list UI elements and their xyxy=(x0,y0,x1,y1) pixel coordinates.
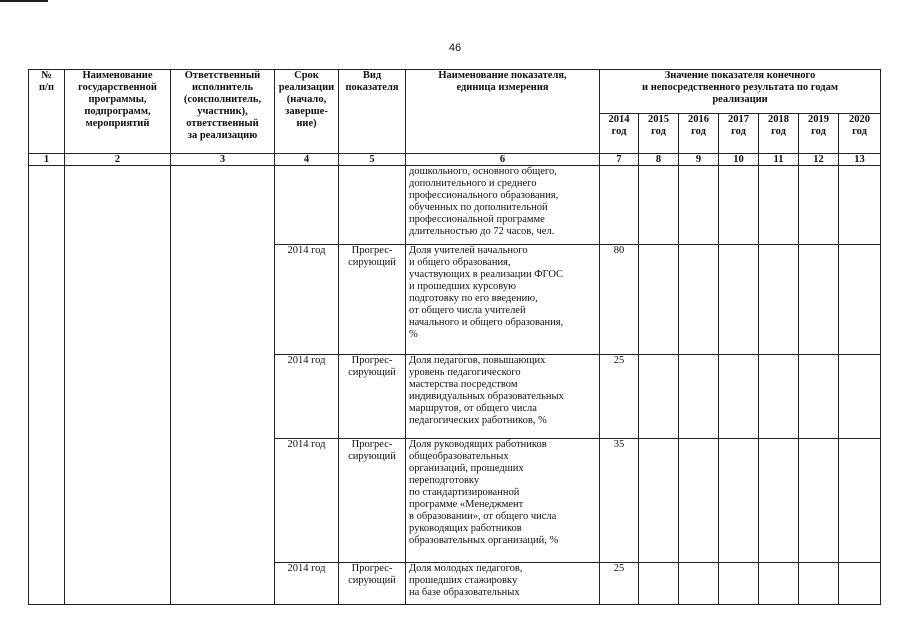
header-values-group: Значение показателя конечного и непосредственного результата по годам реализации xyxy=(600,70,881,114)
cell-responsible-merged xyxy=(171,166,275,605)
cell-value xyxy=(639,166,679,245)
cell-value: 80 xyxy=(600,245,639,355)
cell-value xyxy=(799,563,839,605)
cell-value xyxy=(679,166,719,245)
header-number: № п/п xyxy=(29,70,65,154)
header-year: 2017 год xyxy=(719,114,759,154)
cell-indicator-name: Доля учителей начального и общего образования, участвующих в реализации ФГОС и прошедших курсовую подготовку по его введению, от общего числа учителей начального и общего образования, % xyxy=(406,245,600,355)
cell-period xyxy=(275,166,339,245)
header-year: 2015 год xyxy=(639,114,679,154)
cell-value xyxy=(799,355,839,439)
cell-value: 35 xyxy=(600,439,639,563)
cell-value xyxy=(799,166,839,245)
cell-indicator-type: Прогрес- сирующий xyxy=(339,439,406,563)
column-number: 12 xyxy=(799,154,839,166)
cell-value xyxy=(679,563,719,605)
cell-value xyxy=(639,563,679,605)
cell-value xyxy=(799,439,839,563)
column-number: 1 xyxy=(29,154,65,166)
column-number: 3 xyxy=(171,154,275,166)
column-number: 13 xyxy=(839,154,881,166)
cell-value xyxy=(719,166,759,245)
cell-program-merged xyxy=(65,166,171,605)
cell-value xyxy=(839,245,881,355)
cell-indicator-name: дошкольного, основного общего, дополнительного и среднего профессионального образования, обученных по дополнительной профессиональной программе длительностью до 72 часов, чел. xyxy=(406,166,600,245)
column-number: 9 xyxy=(679,154,719,166)
header-period: Срок реализации (начало, заверше- ние) xyxy=(275,70,339,154)
cell-value xyxy=(839,166,881,245)
column-number: 11 xyxy=(759,154,799,166)
header-year: 2016 год xyxy=(679,114,719,154)
scan-edge-mark xyxy=(0,0,48,2)
cell-value xyxy=(639,439,679,563)
cell-value xyxy=(799,245,839,355)
cell-value xyxy=(639,245,679,355)
cell-indicator-type xyxy=(339,166,406,245)
cell-period: 2014 год xyxy=(275,439,339,563)
column-number: 6 xyxy=(406,154,600,166)
cell-value xyxy=(759,563,799,605)
cell-indicator-type: Прогрес- сирующий xyxy=(339,355,406,439)
cell-value xyxy=(759,166,799,245)
column-number: 8 xyxy=(639,154,679,166)
header-indicator-type: Вид показателя xyxy=(339,70,406,154)
column-number: 7 xyxy=(600,154,639,166)
table-header xyxy=(29,70,881,166)
page-number: 46 xyxy=(448,42,462,54)
cell-value: 25 xyxy=(600,355,639,439)
cell-indicator-type: Прогрес- сирующий xyxy=(339,563,406,605)
header-year: 2020 год xyxy=(839,114,881,154)
cell-value xyxy=(839,563,881,605)
cell-value xyxy=(719,563,759,605)
cell-period: 2014 год xyxy=(275,355,339,439)
cell-value xyxy=(839,355,881,439)
cell-period: 2014 год xyxy=(275,563,339,605)
header-indicator-name: Наименование показателя, единица измерения xyxy=(406,70,600,154)
cell-value xyxy=(759,355,799,439)
cell-value xyxy=(839,439,881,563)
cell-value xyxy=(719,245,759,355)
cell-value xyxy=(759,439,799,563)
header-program-name: Наименование государственной программы, подпрограмм, мероприятий xyxy=(65,70,171,154)
cell-value xyxy=(600,166,639,245)
column-numbers-row xyxy=(29,154,881,166)
cell-value: 25 xyxy=(600,563,639,605)
cell-indicator-name: Доля молодых педагогов, прошедших стажировку на базе образовательных xyxy=(406,563,600,605)
cell-value xyxy=(679,245,719,355)
header-year: 2014 год xyxy=(600,114,639,154)
cell-value xyxy=(759,245,799,355)
cell-value xyxy=(719,355,759,439)
column-number: 5 xyxy=(339,154,406,166)
header-year: 2019 год xyxy=(799,114,839,154)
table-body xyxy=(29,166,881,605)
cell-value xyxy=(719,439,759,563)
cell-value xyxy=(639,355,679,439)
column-number: 10 xyxy=(719,154,759,166)
header-responsible: Ответственный исполнитель (соисполнитель, участник), ответственный за реализацию xyxy=(171,70,275,154)
cell-indicator-name: Доля педагогов, повышающих уровень педагогического мастерства посредством индивидуальных образовательных маршрутов, от общего числа педагогических работников, % xyxy=(406,355,600,439)
column-number: 4 xyxy=(275,154,339,166)
header-year: 2018 год xyxy=(759,114,799,154)
cell-period: 2014 год xyxy=(275,245,339,355)
indicators-table xyxy=(28,69,881,605)
cell-value xyxy=(679,355,719,439)
cell-value xyxy=(679,439,719,563)
cell-indicator-name: Доля руководящих работников общеобразовательных организаций, прошедших переподготовку по стандартизированной программе «Менеджмент в образовании», от общего числа руководящих работников образовательных организаций, % xyxy=(406,439,600,563)
table-row xyxy=(29,166,881,245)
cell-indicator-type: Прогрес- сирующий xyxy=(339,245,406,355)
cell-number-merged xyxy=(29,166,65,605)
column-number: 2 xyxy=(65,154,171,166)
